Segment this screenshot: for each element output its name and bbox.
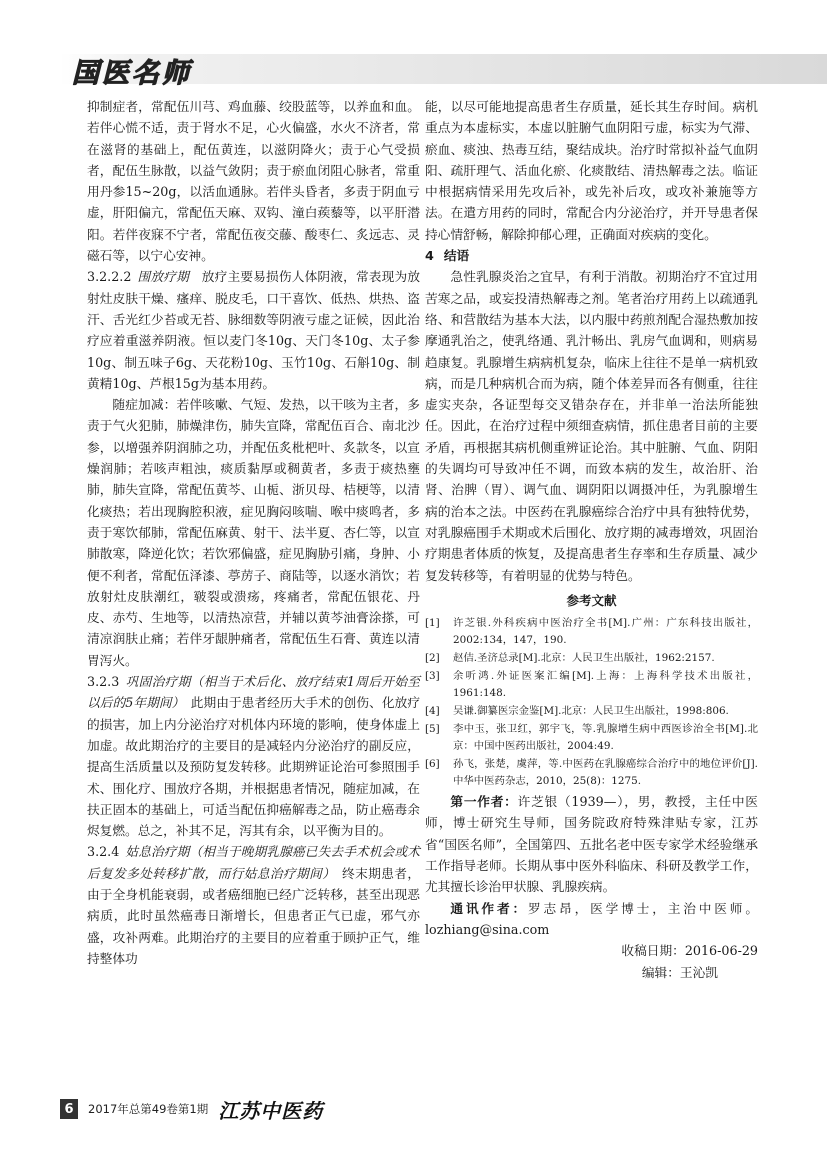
reference-item [425, 615, 758, 649]
references-list [425, 615, 758, 790]
subsection [87, 671, 420, 841]
subsection-body: 终末期患者，由于全身机能衰弱，或者癌细胞已经广泛转移，甚至出现恶病质，此时虽然癌毒日渐增长，但患者正气已虚，邪气亦盛，攻补两难。此期治疗的主要目的应着重于顾护正气，维持整体功 [87, 865, 421, 966]
corresponding-author-label: 通讯作者： [450, 900, 529, 916]
reference-text: 李中玉，张卫红，郭宇飞，等.乳腺增生病中西医诊治全书[M].北京：中国中医药出版社，2004:49. [453, 723, 758, 753]
reference-text: 吴谦.御纂医宗金鉴[M].北京：人民卫生出版社，1998:806. [453, 705, 729, 718]
reference-number: [5] [425, 723, 440, 736]
reference-number: [4] [425, 705, 440, 718]
subsection-title: 姑息治疗期（相当于晚期乳腺癌已失去手术机会或术后复发多处转移扩散，而行姑息治疗期间） [87, 844, 420, 881]
left-column [87, 96, 420, 969]
subsection [87, 266, 420, 394]
reference-item [425, 668, 758, 702]
paragraph: 抑制症者，常配伍川芎、鸡血藤、绞股蓝等，以养血和血。若伴心慌不适，责于肾水不足，心火偏盛，水火不济者，常在滋肾的基础上，配伍黄连，以滋阴降火；责于心气受损者，配伍生脉散，以益气敛阴；责于瘀血闭阻心脉者，常重用丹参15~20g，以活血通脉。若伴头昏者，多责于阴血亏虚，肝阳偏亢，常配伍天麻、双钩、潼白蒺藜等，以平肝潜阳。若伴夜寐不宁者，常配伍夜交藤、酸枣仁、炙远志、灵磁石等，以宁心安神。 [87, 99, 420, 264]
page-footer [60, 1098, 500, 1123]
subsection-number: 3.2.4 [87, 844, 120, 860]
editor-credit: 编辑：王沁凯 [641, 964, 718, 980]
section-title: 结语 [443, 248, 470, 264]
column-header-title: 国医名师 [72, 58, 192, 89]
subsection-heading [87, 269, 189, 284]
subsection-title: 巩固治疗期（相当于术后化、放疗结束1周后开始至以后的5年期间） [87, 674, 420, 711]
corresponding-author-text: 罗志昂，医学博士，主治中医师。lozhiang@sina.com [425, 900, 759, 937]
subsection-title: 围放疗期 [137, 269, 189, 285]
subsection-body: 此期由于患者经历大手术的创伤、化放疗的损害，加上内分泌治疗对机体内环境的影响，使身体虚上加虚。故此期治疗的主要目的是减轻内分泌治疗的副反应，提高生活质量以及预防复发转移。此期辨证论治可参照围手术、围化疗、围放疗各期，并根据患者情况，随症加减，在扶正固本的基础上，可适当配伍抑癌解毒之品，防止癌毒余烬复燃。总之，补其不足，泻其有余，以平衡为目的。 [87, 695, 421, 839]
subsection-body: 放疗主要易损伤人体阴液，常表现为放射灶皮肤干燥、瘙痒、脱皮毛，口干喜饮、低热、烘热、盗汗、舌光红少苔或无苔、脉细数等阴液亏虚之证候，因此治疗应着重滋养阴液。恒以麦门冬10g、天门冬10g、太子参10g、制五味子6g、天花粉10g、玉竹10g、石斛10g、制黄精10g、芦根15g为基本用药。 [87, 269, 421, 391]
issue-info: 2017年总第49卷第1期 [88, 1102, 209, 1116]
page-number: 6 [60, 1099, 78, 1119]
first-author-label: 第一作者： [450, 794, 518, 810]
section-number: 4 [425, 248, 434, 264]
paragraph: 急性乳腺炎治之宜早，有利于消散。初期治疗不宜过用苦寒之品，或妄投清热解毒之剂。笔者治疗用药上以疏通乳络、和营散结为基本大法，以内服中药煎剂配合湿热敷加按摩通乳治之，使乳络通、乳汁畅出、乳房气血调和，则病易趋康复。乳腺增生病病机复杂，临床上往往不是单一病机致病，而是几种病机合而为病，随个体差异而各有侧重，往往虚实夹杂，各证型每交叉错杂存在，并非单一治法所能独任。因此，在治疗过程中须细查病情，抓住患者目前的主要矛盾，再根据其病机侧重辨证论治。其中脏腑、气血、阴阳的失调均可导致冲任不调，而致本病的发生，故治肝、治肾、治脾（胃）、调气血、调阴阳以调摄冲任，为乳腺增生病的治本之法。中医药在乳腺癌综合治疗中具有独特优势，对乳腺癌围手术期或术后围化、放疗期的减毒增效，巩固治疗期患者体质的恢复，及提高患者生存率和生存质量、减少复发转移等，有着明显的优势与特色。 [425, 269, 758, 583]
reference-item [425, 721, 758, 755]
reference-text: 赵佶.圣济总录[M].北京：人民卫生出版社，1962:2157. [453, 652, 715, 665]
subsection-number: 3.2.3 [87, 674, 120, 690]
first-author-text: 许芝银（1939—），男，教授，主任中医师，博士研究生导师，国务院政府特殊津贴专家，江苏省“国医名师”，全国第四、五批名老中医专家学术经验继承工作指导老师。长期从事中医外科临床、科研及教学工作，尤其擅长诊治甲状腺、乳腺疾病。 [425, 794, 758, 895]
reference-text: 余听鸿.外证医案汇编[M].上海：上海科学技术出版社，1961:148. [453, 670, 758, 700]
reference-number: [2] [425, 652, 440, 665]
reference-item [425, 703, 758, 720]
paragraph: 随症加减：若伴咳嗽、气短、发热，以干咳为主者，多责于气火犯肺，肺燥津伤，肺失宣降，常配伍百合、南北沙参，以增强养阴润肺之功，并配伍炙枇杷叶、炙款冬，以宣燥润肺；若咳声粗浊，痰质黏厚或稠黄者，多责于痰热壅肺，肺失宣降，常配伍黄芩、山栀、浙贝母、桔梗等，以清化痰热；若出现胸腔积液，症见胸闷咳喘、喉中痰鸣者，多责于寒饮郁肺，常配伍麻黄、射干、法半夏、杏仁等，以宣肺散寒，降逆化饮；若饮邪偏盛，症见胸胁引痛，身肿、小便不利者，常配伍泽漆、葶苈子、商陆等，以逐水消饮；若放射灶皮肤潮红，皲裂或溃疡，疼痛者，常配伍银花、丹皮、赤芍、生地等，以清热凉营，并辅以黄芩油膏涂搽，可清凉润肤止痛；若伴牙龈肿痛者，常配伍生石膏、黄连以清胃泻火。 [87, 397, 420, 668]
journal-name: 江苏中医药 [218, 1098, 324, 1123]
reference-number: [3] [425, 670, 440, 683]
first-author-note [425, 791, 758, 897]
references-title: 参考文献 [566, 592, 617, 608]
right-column [425, 96, 758, 983]
corresponding-author-note [425, 898, 758, 941]
reference-number: [6] [425, 758, 440, 771]
paragraph: 能，以尽可能地提高患者生存质量，延长其生存时间。病机重点为本虚标实，本虚以脏腑气血阴阳亏虚，标实为气滞、瘀血、痰浊、热毒互结，聚结成块。治疗时常拟补益气血阴阳、疏肝理气、活血化瘀、化痰散结、清热解毒之法。临证中根据病情采用先攻后补，或先补后攻，或攻补兼施等方法。在遣方用药的同时，常配合内分泌治疗，并开导患者保持心情舒畅，解除抑郁心理，正确面对疾病的变化。 [425, 99, 758, 242]
reference-item [425, 650, 758, 667]
reference-item [425, 756, 758, 790]
subsection [87, 841, 420, 969]
subsection-number: 3.2.2.2 [87, 269, 132, 285]
reference-text: 许芝银.外科疾病中医治疗全书[M].广州：广东科技出版社，2002:134，147，190. [453, 617, 758, 647]
reference-number: [1] [425, 617, 440, 630]
received-date: 收稿日期：2016-06-29 [621, 943, 758, 959]
reference-text: 孙飞，张楚，虞萍，等.中医药在乳腺癌综合治疗中的地位评价[J].中华中医药杂志，2010，25(8)：1275. [453, 758, 758, 788]
section-heading [425, 245, 758, 266]
